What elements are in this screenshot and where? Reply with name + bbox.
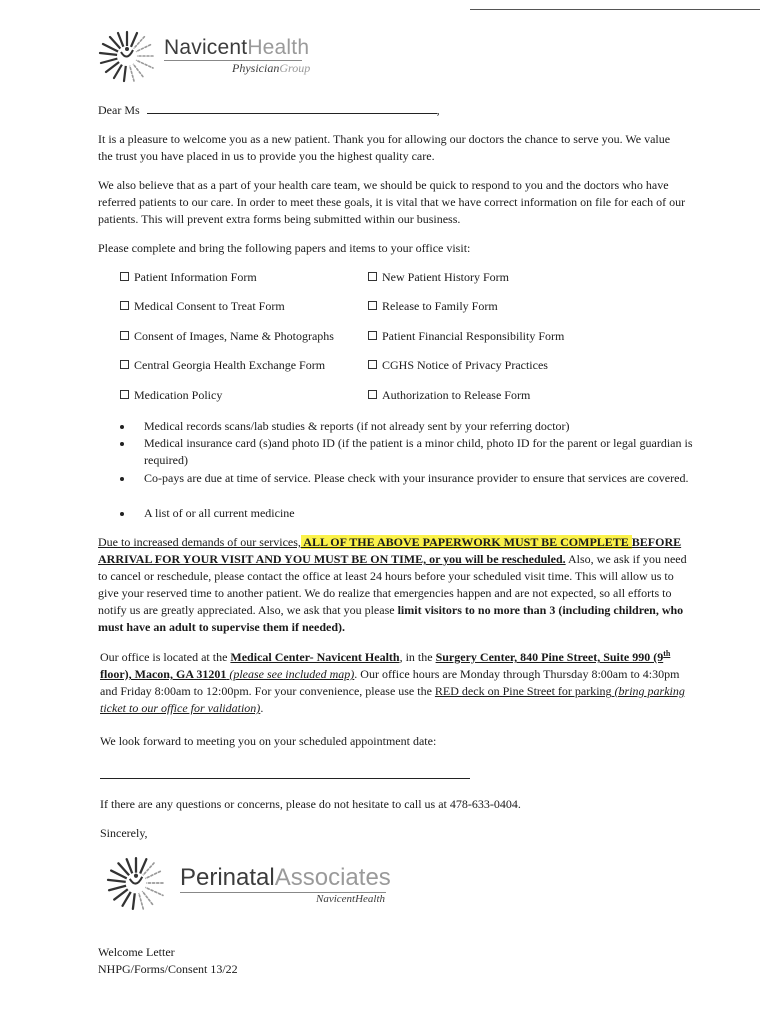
team-paragraph: We also believe that as a part of your health care team, we should be quick to respond to you and the doctors who have referred patients to our care. In order to meet these goals, it is vital that we have correct information on file for each of our patients. This will prevent extra forms being submitted within our business. xyxy=(98,178,686,226)
form-label: Central Georgia Health Exchange Form xyxy=(134,358,326,372)
header-logo xyxy=(92,28,322,84)
header-logo-sub-light: Group xyxy=(279,61,311,75)
footer-logo-sub: NavicentHealth xyxy=(316,893,386,905)
policy-visitor-limit: limit visitors to no more than 3 (including children, who must have an adult to supervise them if needed). xyxy=(98,603,684,634)
form-item xyxy=(120,329,334,344)
form-item xyxy=(120,358,325,373)
greeting xyxy=(98,103,440,118)
location-address-suffix: th xyxy=(663,649,671,658)
form-label: Patient Information Form xyxy=(134,270,257,284)
instructions-paragraph: Please complete and bring the following papers and items to your office visit: xyxy=(98,241,471,255)
footer-logo-name xyxy=(180,864,391,892)
bullet-icon xyxy=(120,425,124,429)
greeting-name-blank xyxy=(147,103,437,114)
greeting-comma: , xyxy=(436,103,440,117)
location-paragraph xyxy=(100,649,690,717)
checkbox-icon[interactable] xyxy=(368,301,377,310)
location-text: . xyxy=(260,701,264,715)
location-address: floor), Macon, GA 31201 xyxy=(100,667,227,681)
list-item xyxy=(120,418,700,435)
checkbox-icon[interactable] xyxy=(368,360,377,369)
bullet-text: Co-pays are due at time of service. Please check with your insurance provider to ensure that services are covered. xyxy=(144,471,689,485)
form-item xyxy=(368,358,548,373)
bullet-text: A list of or all current medicine xyxy=(144,506,295,520)
greeting-text: Dear Ms xyxy=(98,103,140,117)
sunburst-logo-icon xyxy=(92,28,162,84)
look-forward-text: We look forward to meeting you on your scheduled appointment date: xyxy=(100,734,437,748)
location-text: . Our office hours are Monday through Thursday 8:00am to 4:30pm and Friday 8:00am to 12:00pm. For your convenience, please use the xyxy=(100,667,680,698)
policy-paragraph xyxy=(98,534,688,636)
list-item xyxy=(120,435,700,469)
checkbox-icon[interactable] xyxy=(120,301,129,310)
form-label: New Patient History Form xyxy=(382,270,509,284)
scan-top-line xyxy=(470,9,760,10)
form-item xyxy=(120,270,257,285)
bullet-text: Medical insurance card (s)and photo ID (if the patient is a minor child, photo ID for the parent or legal guardian is required) xyxy=(144,436,693,467)
form-label: Patient Financial Responsibility Form xyxy=(382,329,565,343)
checkbox-icon[interactable] xyxy=(120,331,129,340)
location-map-note: (please see included map) xyxy=(226,667,355,681)
form-item xyxy=(368,299,498,314)
policy-intro: Due to increased demands of our services, xyxy=(98,535,301,549)
location-text: , in the xyxy=(399,650,436,664)
sincerely-text: Sincerely, xyxy=(100,826,148,840)
header-logo-name-light: Health xyxy=(247,36,310,59)
checkbox-icon[interactable] xyxy=(120,360,129,369)
header-logo-name-dark: Navicent xyxy=(164,36,248,59)
welcome-paragraph: It is a pleasure to welcome you as a new patient. Thank you for allowing our doctors the chance to serve you. We value the trust you have placed in us to provide you the highest quality care. xyxy=(98,132,671,163)
policy-emphasis: BEFORE ARRIVAL FOR YOUR VISIT AND YOU MUST BE ON TIME, or you will be rescheduled. xyxy=(98,535,682,566)
checkbox-icon[interactable] xyxy=(368,390,377,399)
checkbox-icon[interactable] xyxy=(368,331,377,340)
list-item xyxy=(120,470,700,487)
form-item xyxy=(368,329,564,344)
footer-logo-name-light: Associates xyxy=(274,864,391,891)
location-center: Medical Center- Navicent Health xyxy=(230,650,400,664)
bullet-text: Medical records scans/lab studies & reports (if not already sent by your referring doctor) xyxy=(144,419,570,433)
location-address: Surgery Center, 840 Pine Street, Suite 990 (9 xyxy=(435,650,664,664)
form-item xyxy=(368,270,509,285)
sunburst-logo-icon xyxy=(98,854,174,912)
footer-logo-name-dark: Perinatal xyxy=(180,864,275,891)
form-label: Medical Consent to Treat Form xyxy=(134,299,285,313)
list-item xyxy=(120,505,700,522)
location-text: Our office is located at the xyxy=(100,650,231,664)
form-label: CGHS Notice of Privacy Practices xyxy=(382,358,548,372)
checkbox-icon[interactable] xyxy=(120,390,129,399)
form-item xyxy=(368,388,530,403)
bullet-icon xyxy=(120,442,124,446)
footer-logo xyxy=(98,854,398,912)
location-validation: (bring parking ticket to our office for validation) xyxy=(100,684,685,715)
form-label: Release to Family Form xyxy=(382,299,498,313)
policy-emphasis-highlighted: ALL OF THE ABOVE PAPERWORK MUST BE COMPLETE xyxy=(300,535,632,549)
form-item xyxy=(120,299,285,314)
header-logo-name xyxy=(164,36,309,60)
questions-text: If there are any questions or concerns, please do not hesitate to call us at 478-633-0404. xyxy=(100,797,521,811)
form-item xyxy=(120,388,222,403)
header-logo-sub-dark: Physician xyxy=(232,61,280,75)
form-label: Medication Policy xyxy=(134,388,223,402)
policy-body: Also, we ask if you need to cancel or reschedule, please contact the office at least 24 hours before your scheduled visit time. This will allow us to give your reserved time to another patient. We do realize that emergencies happen and are not expected, so all efforts to notify us are greatly appreciated. Also, we ask that you please xyxy=(98,552,687,617)
form-label: Consent of Images, Name & Photographs xyxy=(134,329,334,343)
header-logo-sub xyxy=(232,61,310,76)
form-label: Authorization to Release Form xyxy=(382,388,531,402)
footer-line-2: NHPG/Forms/Consent 13/22 xyxy=(98,962,238,976)
bullet-icon xyxy=(120,477,124,481)
checkbox-icon[interactable] xyxy=(368,272,377,281)
appointment-date-line xyxy=(100,778,470,779)
bullet-icon xyxy=(120,512,124,516)
checkbox-icon[interactable] xyxy=(120,272,129,281)
location-parking: RED deck on Pine Street for parking xyxy=(434,684,612,698)
footer-line-1: Welcome Letter xyxy=(98,945,175,959)
